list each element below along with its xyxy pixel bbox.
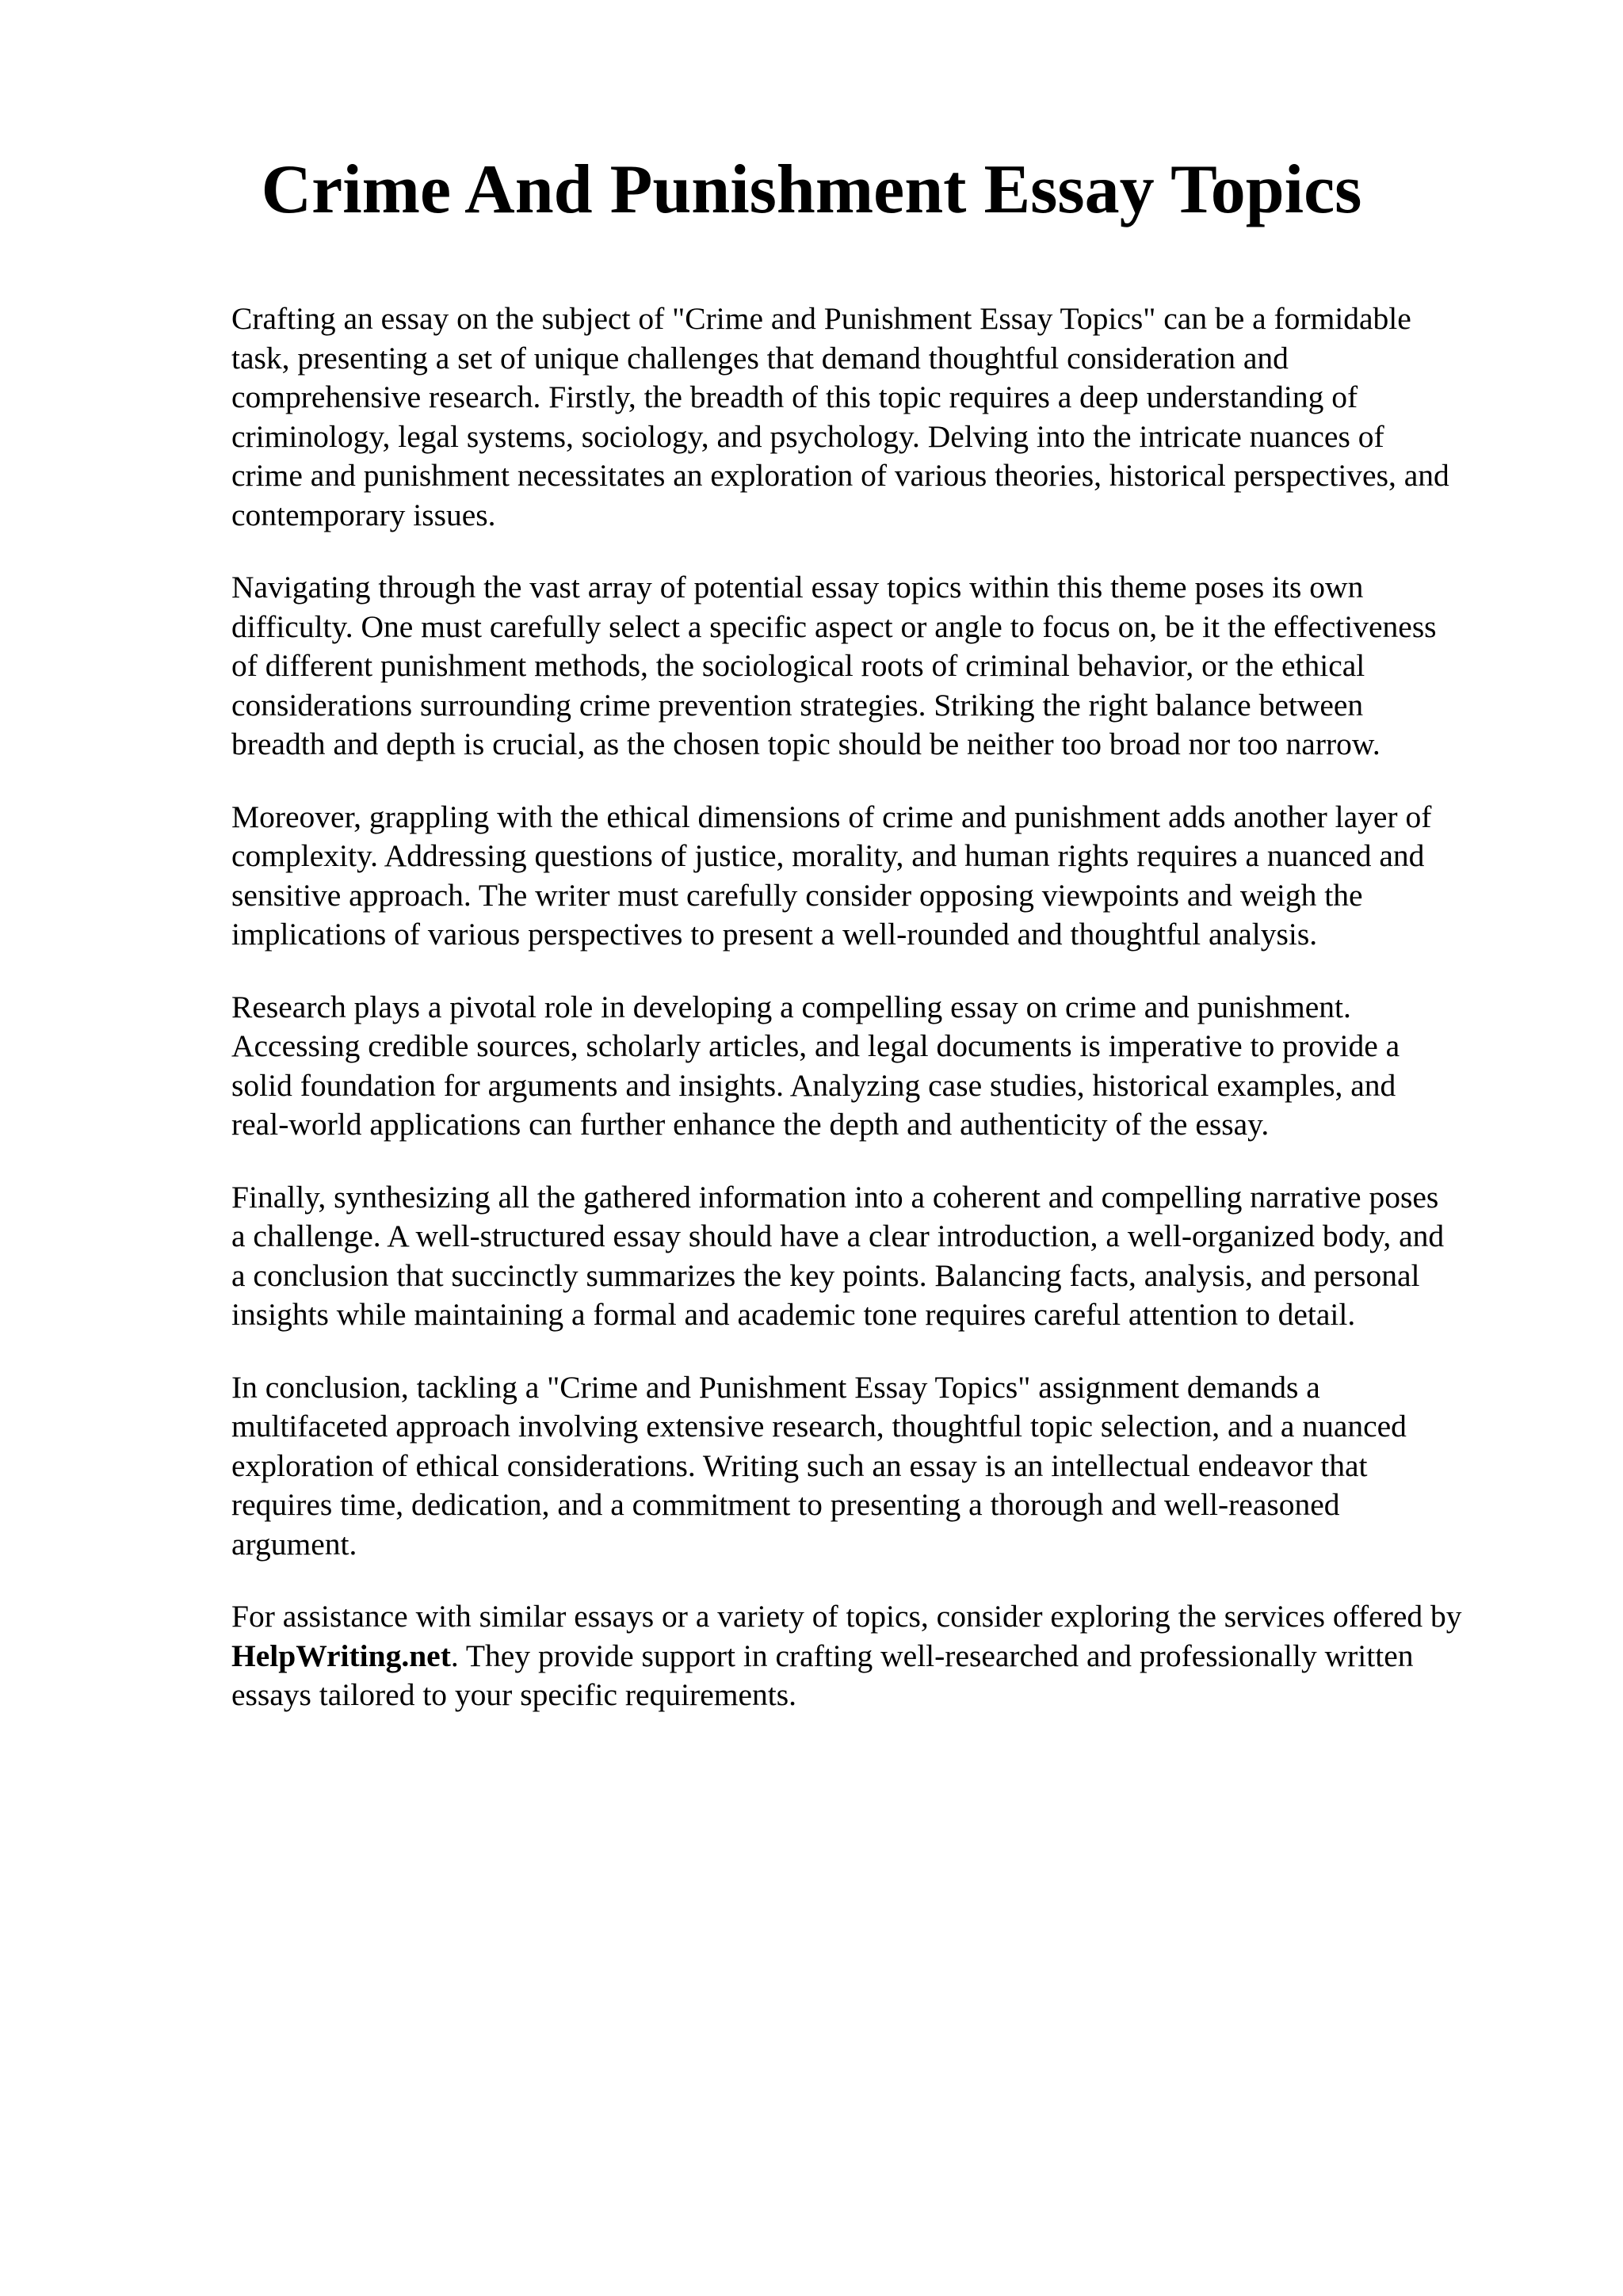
text-line: complexity. Addressing questions of justice, morality, and human rights requires a nuanced and: [231, 838, 1425, 873]
text-line: essays tailored to your specific requirements.: [231, 1677, 796, 1712]
text-line: breadth and depth is crucial, as the chosen topic should be neither too broad nor too narrow.: [231, 727, 1381, 761]
text-line: For assistance with similar essays or a variety of topics, consider exploring the services offered by: [231, 1599, 1462, 1634]
paragraph-6: [231, 1368, 1531, 1565]
text-line: Finally, synthesizing all the gathered information into a coherent and compelling narrative poses: [231, 1179, 1439, 1215]
text-line: Research plays a pivotal role in developing a compelling essay on crime and punishment.: [231, 989, 1351, 1024]
text-line: a challenge. A well-structured essay should have a clear introduction, a well-organized body, and: [231, 1219, 1445, 1253]
helpwriting-link[interactable]: HelpWriting.net: [231, 1638, 451, 1673]
text-line: implications of various perspectives to present a well-rounded and thoughtful analysis.: [231, 917, 1318, 952]
text-line: a conclusion that succinctly summarizes the key points. Balancing facts, analysis, and personal: [231, 1257, 1420, 1293]
text-line: In conclusion, tackling a "Crime and Punishment Essay Topics" assignment demands a: [231, 1369, 1320, 1405]
text-line: Crafting an essay on the subject of "Crime and Punishment Essay Topics" can be a formidable: [231, 301, 1411, 336]
text-line: Navigating through the vast array of potential essay topics within this theme poses its own: [231, 570, 1364, 605]
closing-paragraph: [231, 1597, 1531, 1715]
text-line: contemporary issues.: [231, 497, 496, 532]
text-line: comprehensive research. Firstly, the breadth of this topic requires a deep understanding of: [231, 379, 1358, 414]
text-line: crime and punishment necessitates an exploration of various theories, historical perspectives, and: [231, 458, 1449, 493]
paragraph-3: [231, 798, 1531, 955]
text-line: solid foundation for arguments and insights. Analyzing case studies, historical examples, and: [231, 1067, 1396, 1103]
paragraph-5: [231, 1178, 1531, 1335]
text-line: requires time, dedication, and a commitment to presenting a thorough and well-reasoned: [231, 1487, 1340, 1522]
document-body: [231, 299, 1531, 1749]
text-fragment: . They provide support in crafting well-researched and professionally written: [450, 1638, 1414, 1673]
text-line: sensitive approach. The writer must carefully consider opposing viewpoints and weigh the: [231, 877, 1363, 913]
text-line: insights while maintaining a formal and academic tone requires careful attention to detail.: [231, 1297, 1356, 1332]
text-line: argument.: [231, 1526, 357, 1562]
text-line: real-world applications can further enhance the depth and authenticity of the essay.: [231, 1107, 1270, 1142]
text-line: multifaceted approach involving extensive research, thoughtful topic selection, and a nuanced: [231, 1409, 1407, 1444]
text-line: [231, 1637, 1531, 1676]
document-title: Crime And Punishment Essay Topics: [261, 151, 1362, 228]
text-line: exploration of ethical considerations. Writing such an essay is an intellectual endeavor that: [231, 1447, 1368, 1483]
paragraph-4: [231, 988, 1531, 1145]
text-line: task, presenting a set of unique challenges that demand thoughtful consideration and: [231, 340, 1289, 376]
text-line: criminology, legal systems, sociology, and psychology. Delving into the intricate nuances of: [231, 418, 1384, 454]
text-line: considerations surrounding crime prevention strategies. Striking the right balance between: [231, 687, 1364, 723]
text-line: Accessing credible sources, scholarly articles, and legal documents is imperative to provide a: [231, 1028, 1400, 1063]
paragraph-1: [231, 299, 1531, 535]
text-line: of different punishment methods, the sociological roots of criminal behavior, or the ethical: [231, 648, 1365, 683]
text-line: difficulty. One must carefully select a specific aspect or angle to focus on, be it the effectiveness: [231, 608, 1437, 644]
paragraph-2: [231, 568, 1531, 765]
text-line: Moreover, grappling with the ethical dimensions of crime and punishment adds another layer of: [231, 799, 1432, 834]
